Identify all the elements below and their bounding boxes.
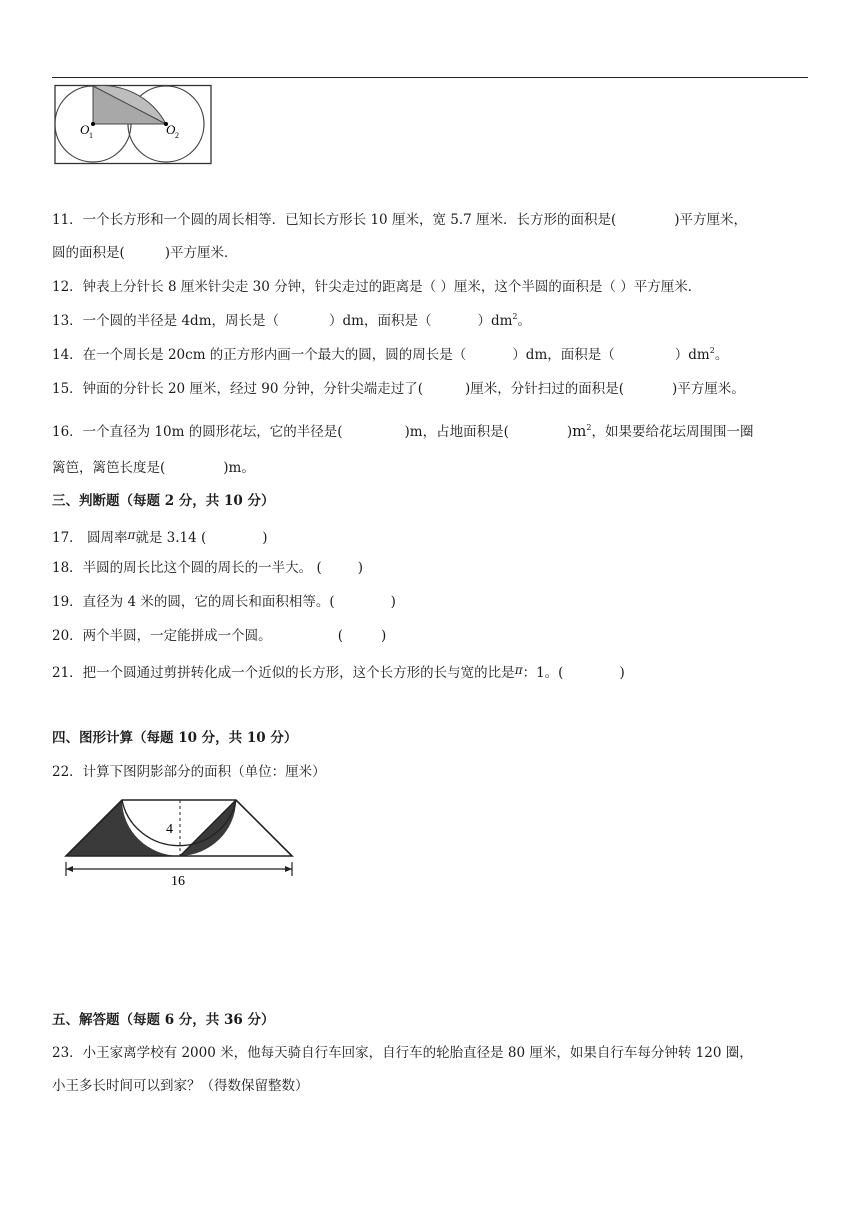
question-20: [52, 626, 386, 646]
q11-text-c: 圆的面积是(: [52, 245, 125, 261]
q18-text-a: 18．半圆的周长比这个圆的周长的一半大。 (: [52, 560, 322, 576]
q19-text-b: ): [390, 594, 396, 610]
question-13: [52, 311, 531, 331]
q20-text-a: 20．两个半圆，一定能拼成一个圆。: [52, 628, 272, 644]
q16-text-d: ，如果要给花坛周围围一圈: [591, 424, 754, 440]
trapezoid-semicircle-figure: [58, 794, 298, 890]
question-11-line2: [52, 243, 238, 263]
q16-text-a: 16．一个直径为 10m 的圆形花坛，它的半径是(: [52, 424, 343, 440]
q13-text-a: 13．一个圆的半径是 4dm，周长是（: [52, 313, 280, 329]
q17-text-c: ): [262, 530, 268, 546]
q16-text-b: )m，占地面积是(: [404, 424, 509, 440]
q11-text-a: 11．一个长方形和一个圆的周长相等．已知长方形长 10 厘米，宽 5.7 厘米．长方形的面积是(: [52, 212, 617, 228]
q16-unit: m: [572, 422, 587, 440]
q15-text-b: )厘米，分针扫过的面积是(: [464, 381, 625, 397]
question-23-line2: 小王多长时间可以到家？（得数保留整数）: [52, 1078, 309, 1094]
question-12: 12．钟表上分针长 8 厘米针尖走 30 分钟，针尖走过的距离是（ ）厘米，这个半圆的面积是（ ）平方厘米．: [52, 279, 702, 295]
section-5-title: 五、解答题（每题 6 分，共 36 分）: [52, 1012, 275, 1028]
question-18: [52, 558, 363, 578]
question-14: [52, 345, 728, 365]
pi-symbol: π: [127, 528, 136, 542]
q13-sup: 2: [512, 312, 518, 321]
q13-text-b: ）dm，面积是（: [329, 313, 432, 329]
question-16-line2: [52, 458, 255, 478]
q19-text-a: 19．直径为 4 米的圆，它的周长和面积相等。(: [52, 594, 335, 610]
q18-text-b: ): [357, 560, 364, 576]
q20-text-c: ): [380, 628, 387, 644]
question-16-line1: [52, 421, 753, 442]
q16-text-f: )m。: [223, 460, 255, 476]
q14-text-a: 14．在一个周长是 20cm 的正方形内画一个最大的圆，圆的周长是（: [52, 347, 467, 363]
pi-symbol: π: [514, 663, 523, 677]
question-19: [52, 592, 396, 612]
question-17: [52, 525, 268, 548]
q16-text-c: ): [566, 424, 573, 440]
q21-text-b: ：1。(: [522, 665, 564, 681]
q14-text-d: 。: [714, 347, 729, 363]
width-label: 16: [171, 874, 185, 889]
two-circles-figure: [52, 84, 214, 166]
section-3-title: 三、判断题（每题 2 分，共 10 分）: [52, 493, 275, 509]
question-15: [52, 379, 745, 399]
question-11-line1: [52, 210, 747, 230]
o2-label: O: [166, 122, 176, 137]
q16-sup: 2: [586, 423, 592, 432]
q11-text-d: )平方厘米．: [164, 245, 238, 261]
q14-sup: 2: [709, 346, 715, 355]
q13-text-d: 。: [517, 313, 532, 329]
q21-text-c: ): [619, 665, 625, 681]
q14-text-c: ）dm: [674, 347, 710, 363]
header-rule: [52, 77, 808, 78]
q13-text-c: ）dm: [477, 313, 513, 329]
q15-text-a: 15．钟面的分针长 20 厘米，经过 90 分钟，分针尖端走过了(: [52, 381, 423, 397]
q17-text-a: 17． 圆周率: [52, 530, 128, 546]
q11-text-b: )平方厘米，: [674, 212, 748, 228]
question-22: 22．计算下图阴影部分的面积（单位：厘米）: [52, 764, 326, 780]
o1-label: O: [80, 122, 90, 137]
q15-text-c: )平方厘米。: [672, 381, 745, 397]
q14-text-b: ）dm，面积是（: [512, 347, 615, 363]
question-21: [52, 660, 625, 683]
q16-text-e: 篱笆，篱笆长度是(: [52, 460, 166, 476]
q17-text-b: 就是 3.14 (: [135, 530, 207, 546]
o1-subscript: 1: [89, 131, 93, 140]
o2-subscript: 2: [175, 131, 179, 140]
section-4-title: 四、图形计算（每题 10 分，共 10 分）: [52, 730, 298, 746]
question-23-line1: 23．小王家离学校有 2000 米，他每天骑自行车回家，自行车的轮胎直径是 80 厘米，如果自行车每分钟转 120 圈，: [52, 1045, 753, 1061]
q21-text-a: 21．把一个圆通过剪拼转化成一个近似的长方形，这个长方形的长与宽的比是: [52, 665, 515, 681]
q20-text-b: (: [337, 628, 343, 644]
height-label: 4: [166, 822, 173, 837]
